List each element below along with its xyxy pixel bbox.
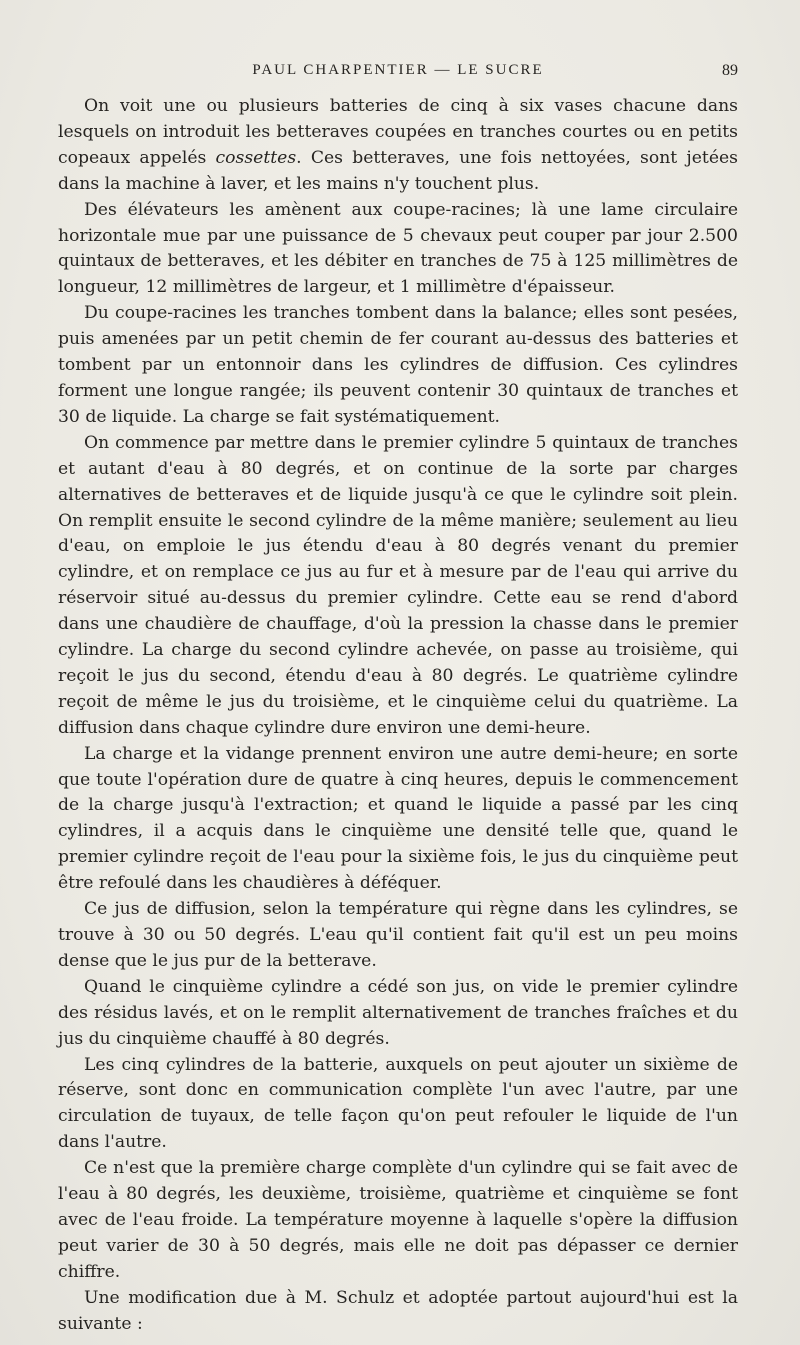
paragraph-7: Quand le cinquième cylindre a cédé son jus, on vide le premier cylindre des résidus lavés, et on le remplit alternativement de tranches fraîches et du jus du cinquième chauffé à 80 degrés. [58,976,738,1049]
paragraph-6: Ce jus de diffusion, selon la température qui règne dans les cylindres, se trouve à 30 ou 50 degrés. L'eau qu'il contient fait qu'il est un peu moins dense que le jus pur de la betterave. [58,899,738,971]
paragraph-2: Des élévateurs les amènent aux coupe-racines; là une lame circulaire horizontale mue par une puissance de 5 chevaux peut couper par jour 2.500 quintaux de betteraves, et les débiter en tranches de 75 à 125 millimètres de longueur, 12 millimètres de largeur, et 1 millimètre d'épaisseur. [58,199,738,298]
italic-term-cossettes: cossettes [215,147,297,168]
paragraph-10: Une modification due à M. Schulz et adoptée partout aujourd'hui est la suivante : [58,1287,738,1334]
running-head [58,58,738,86]
running-title: PAUL CHARPENTIER — LE SUCRE [252,62,544,78]
paragraph-1 [58,94,738,198]
paragraph-5: La charge et la vidange prennent environ une autre demi-heure; en sorte que toute l'opération dure de quatre à cinq heures, depuis le commencement de la charge jusqu'à l'extraction; et quand le liquide a passé par les cinq cylindres, il a acquis dans le cinquième une densité telle que, quand le premier cylindre reçoit de l'eau pour la sixième fois, le jus du cinquième peut être refoulé dans les chaudières à déféquer. [58,743,738,894]
paragraph-8: Les cinq cylindres de la batterie, auxquels on peut ajouter un sixième de réserve, sont donc en communication complète l'un avec l'autre, par une circulation de tuyaux, de telle façon qu'on peut refouler le liquide de l'un dans l'autre. [58,1054,738,1153]
page-number: 89 [722,62,738,79]
paragraph-4: On commence par mettre dans le premier cylindre 5 quintaux de tranches et autant d'eau à 80 degrés, et on continue de la sorte par charges alternatives de betteraves et de liquide jusqu'à ce que le cylindre soit plein. On remplit ensuite le second cylindre de la même manière; seulement au lieu d'eau, on emploie le jus étendu d'eau à 80 degrés venant du premier cylindre, et on remplace ce jus au fur et à mesure par de l'eau qui arrive du réservoir situé au-dessus du premier cylindre. Cette eau se rend d'abord dans une chaudière de chauffage, d'où la pression la chasse dans le premier cylindre. La charge du second cylindre achevée, on passe au troisième, qui reçoit le jus du second, étendu d'eau à 80 degrés. Le quatrième cylindre reçoit de même le jus du troisième, et le cinquième celui du quatrième. La diffusion dans chaque cylindre dure environ une demi-heure. [58,432,738,738]
paragraph-3: Du coupe-racines les tranches tombent dans la balance; elles sont pesées, puis amenées par un petit chemin de fer courant au-dessus des batteries et tombent par un entonnoir dans les cylindres de diffusion. Ces cylindres forment une longue rangée; ils peuvent contenir 30 quintaux de tranches et 30 de liquide. La charge se fait systématiquement. [58,303,738,427]
paragraph-9: Ce n'est que la première charge complète d'un cylindre qui se fait avec de l'eau à 80 degrés, les deuxième, troisième, quatrième et cinquième se font avec de l'eau froide. La température moyenne à laquelle s'opère la diffusion peut varier de 30 à 50 degrés, mais elle ne doit pas dépasser ce dernier chiffre. [58,1158,738,1282]
body-text [58,94,738,1338]
paragraph-1-text: On voit une ou plusieurs batteries de cinq à six vases chacune dans lesquels on introduit les betteraves coupées en tranches courtes ou en petits copeaux appelés [58,96,738,168]
paragraph-1-text-end: . Ces betteraves, une fois nettoyées, sont jetées dans la machine à laver, et les mains n'y touchent plus. [58,147,738,194]
